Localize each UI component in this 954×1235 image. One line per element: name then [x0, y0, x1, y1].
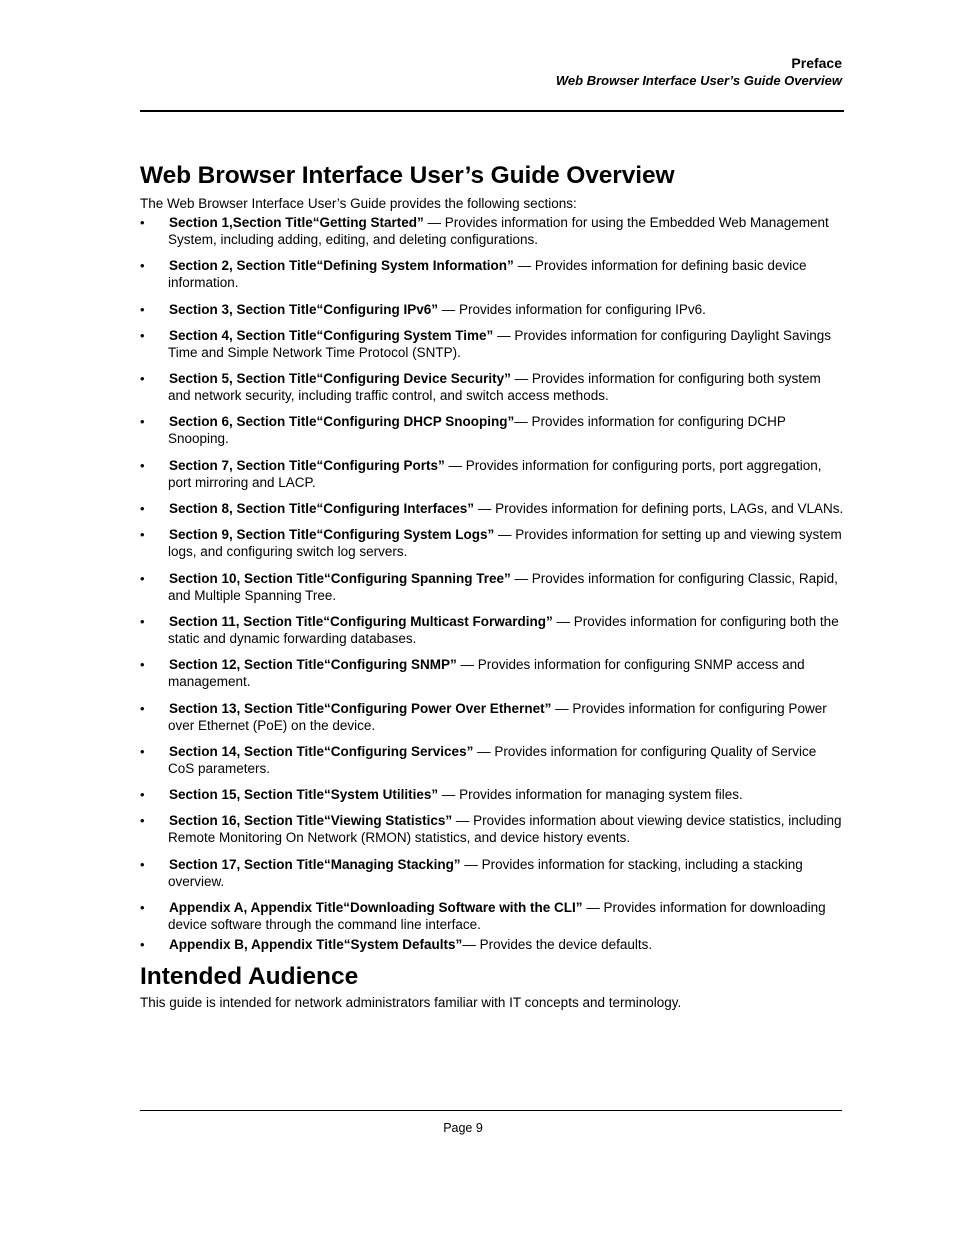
section-reference-link[interactable]: Section 2, Section Title“Defining System Information” — [169, 258, 514, 274]
section-description: — Provides information for managing system files. — [438, 787, 743, 803]
bullet-icon: • — [140, 813, 145, 829]
overview-heading: Web Browser Interface User’s Guide Overview — [140, 162, 675, 189]
section-description: — Provides information for configuring both the static and dynamic forwarding databases. — [168, 613, 839, 646]
section-reference-link[interactable]: Section 4, Section Title“Configuring System Time” — [169, 327, 494, 343]
section-description: — Provides information about viewing device statistics, including Remote Monitoring On Network (RMON) statistics, and device history events. — [168, 813, 842, 846]
audience-heading: Intended Audience — [140, 962, 359, 990]
list-item — [140, 257, 844, 291]
section-description: — Provides information for defining ports, LAGs, and VLANs. — [474, 501, 844, 517]
section-reference-link[interactable]: Section 8, Section Title“Configuring Interfaces” — [169, 501, 475, 517]
section-description: — Provides information for configuring DCHP Snooping. — [168, 414, 786, 447]
section-reference-link[interactable]: Section 15, Section Title“System Utilities” — [169, 787, 439, 803]
section-description: — Provides information for using the Embedded Web Management System, including adding, editing, and deleting configurations. — [168, 215, 829, 247]
list-item — [140, 812, 844, 846]
section-list — [140, 214, 844, 953]
list-item — [140, 500, 844, 517]
section-reference-link[interactable]: Section 1,Section Title“Getting Started” — [169, 215, 424, 230]
section-reference-link[interactable]: Section 11, Section Title“Configuring Multicast Forwarding” — [169, 613, 553, 629]
bullet-icon: • — [140, 301, 145, 317]
list-item — [140, 570, 844, 604]
section-reference-link[interactable]: Section 12, Section Title“Configuring SNMP” — [169, 657, 457, 673]
bullet-icon: • — [140, 700, 145, 716]
list-item — [140, 214, 844, 248]
list-item — [140, 899, 844, 933]
section-reference-link[interactable]: Section 7, Section Title“Configuring Ports” — [169, 457, 445, 473]
section-reference-link[interactable]: Section 9, Section Title“Configuring System Logs” — [169, 527, 495, 543]
bullet-icon: • — [140, 936, 145, 952]
bullet-icon: • — [140, 900, 145, 916]
appendix-reference-link[interactable]: Appendix B, Appendix Title“System Defaults” — [169, 936, 463, 952]
section-description: — Provides information for configuring Quality of Service CoS parameters. — [168, 743, 817, 776]
bullet-icon: • — [140, 570, 145, 586]
section-description: — Provides information for setting up and viewing system logs, and configuring switch log servers. — [168, 527, 842, 560]
section-reference-link[interactable]: Section 14, Section Title“Configuring Services” — [169, 743, 474, 759]
section-description: — Provides information for defining basic device information. — [168, 258, 807, 291]
bullet-icon: • — [140, 457, 145, 473]
list-item — [140, 936, 844, 953]
section-description: — Provides information for configuring Daylight Savings Time and Simple Network Time Protocol (SNTP). — [168, 327, 831, 360]
audience-text: This guide is intended for network administrators familiar with IT concepts and terminology. — [140, 994, 682, 1010]
bullet-icon: • — [140, 414, 145, 430]
section-description: — Provides information for stacking, including a stacking overview. — [168, 856, 803, 889]
overview-intro: The Web Browser Interface User’s Guide provides the following sections: — [140, 196, 577, 211]
header-section-title: Web Browser Interface User’s Guide Overview — [555, 73, 842, 88]
list-item — [140, 526, 844, 560]
page-content — [140, 160, 844, 1011]
running-header — [556, 55, 842, 89]
list-item — [140, 656, 844, 690]
section-description: — Provides information for configuring Classic, Rapid, and Multiple Spanning Tree. — [168, 570, 838, 603]
list-item — [140, 301, 844, 318]
list-item — [140, 786, 844, 803]
list-item — [140, 743, 844, 777]
bullet-icon: • — [140, 743, 145, 759]
header-chapter-title: Preface — [791, 55, 842, 71]
section-reference-link[interactable]: Section 13, Section Title“Configuring Power Over Ethernet” — [169, 700, 552, 716]
bullet-icon: • — [140, 856, 145, 872]
section-description: — Provides information for downloading device software through the command line interface. — [168, 900, 826, 933]
footer-divider — [140, 1110, 842, 1111]
bullet-icon: • — [140, 787, 145, 803]
bullet-icon: • — [140, 258, 145, 274]
section-description: — Provides information for configuring Power over Ethernet (PoE) on the device. — [168, 700, 827, 733]
list-item — [140, 613, 844, 647]
list-item — [140, 457, 844, 491]
section-reference-link[interactable]: Section 10, Section Title“Configuring Spanning Tree” — [169, 570, 511, 586]
appendix-reference-link[interactable]: Appendix A, Appendix Title“Downloading Software with the CLI” — [169, 900, 583, 916]
bullet-icon: • — [140, 527, 145, 543]
section-description: — Provides information for configuring SNMP access and management. — [168, 657, 805, 690]
section-reference-link[interactable]: Section 6, Section Title“Configuring DHCP Snooping” — [169, 414, 515, 430]
section-description: — Provides information for configuring both system and network security, including traffic control, and switch access methods. — [168, 371, 821, 404]
section-reference-link[interactable]: Section 5, Section Title“Configuring Device Security” — [169, 371, 511, 387]
section-description: — Provides information for configuring IPv6. — [438, 301, 706, 317]
section-description: — Provides information for configuring ports, port aggregation, port mirroring and LACP. — [168, 457, 822, 490]
section-reference-link[interactable]: Section 17, Section Title“Managing Stacking” — [169, 856, 461, 872]
bullet-icon: • — [140, 327, 145, 343]
bullet-icon: • — [140, 657, 145, 673]
section-reference-link[interactable]: Section 16, Section Title“Viewing Statistics” — [169, 813, 453, 829]
bullet-icon: • — [140, 501, 145, 517]
list-item — [140, 327, 844, 361]
list-item — [140, 370, 844, 404]
bullet-icon: • — [140, 371, 145, 387]
bullet-icon: • — [140, 613, 145, 629]
list-item — [140, 700, 844, 734]
page-number: Page 9 — [443, 1121, 483, 1135]
header-divider — [140, 110, 844, 112]
section-description: — Provides the device defaults. — [462, 936, 653, 952]
list-item — [140, 413, 844, 447]
section-reference-link[interactable]: Section 3, Section Title“Configuring IPv6” — [169, 301, 439, 317]
bullet-icon: • — [140, 215, 145, 230]
list-item — [140, 856, 844, 890]
